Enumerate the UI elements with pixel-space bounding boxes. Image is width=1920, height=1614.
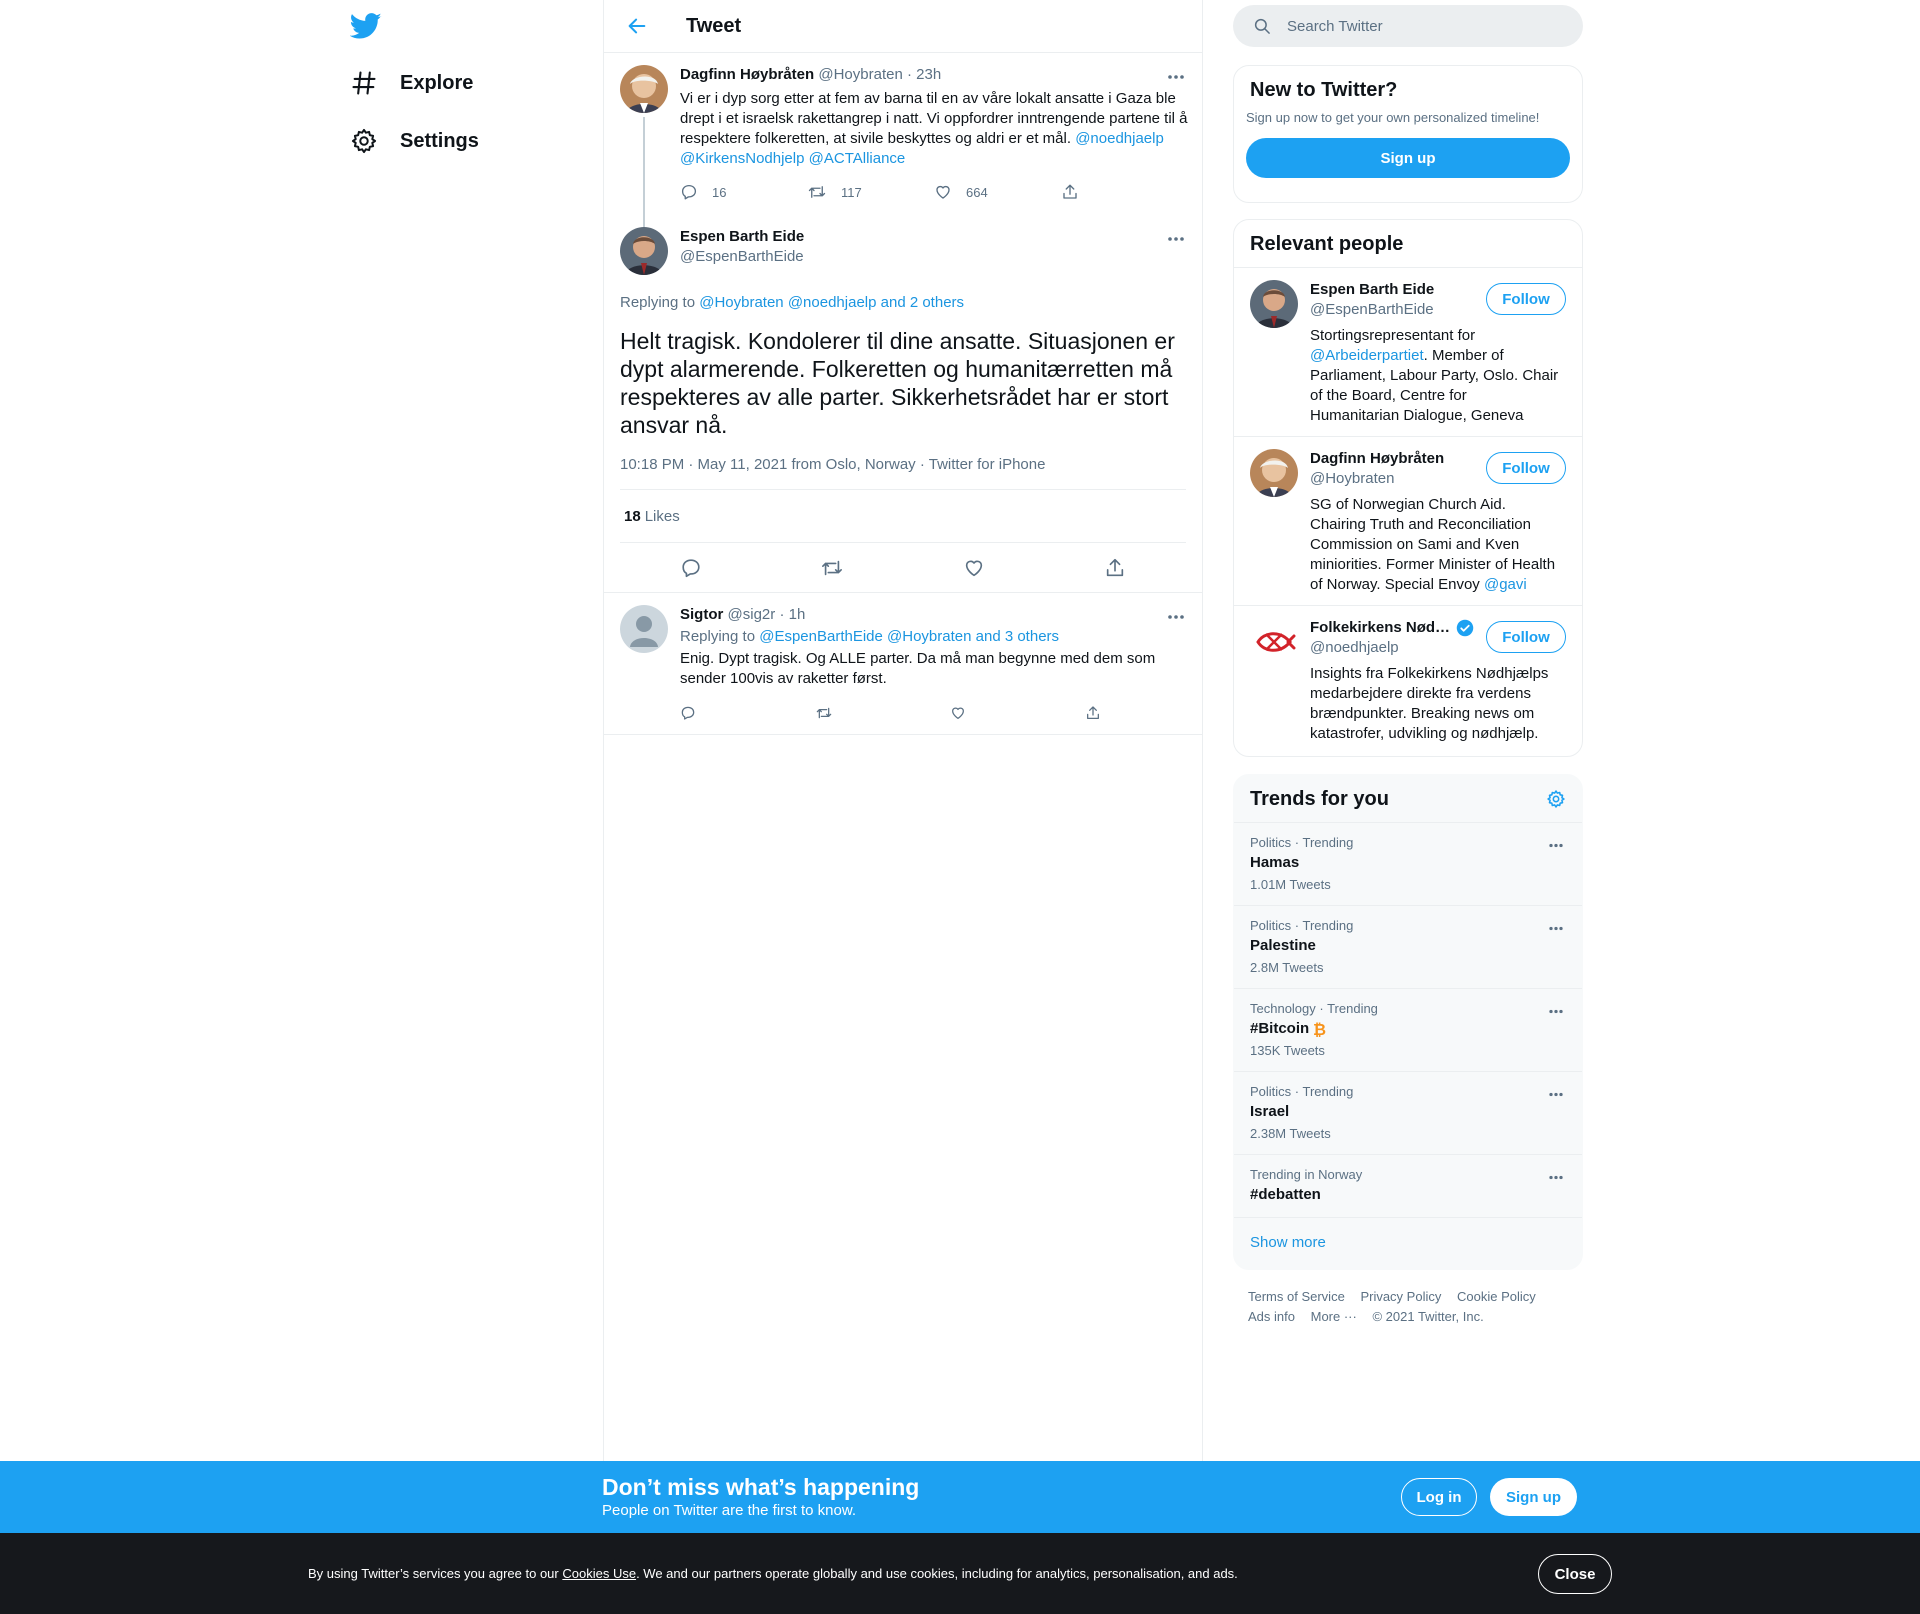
mention-link[interactable]: @ACTAlliance: [808, 150, 906, 167]
nav-settings[interactable]: [350, 116, 479, 166]
like-count: 664: [966, 184, 988, 200]
avatar-default[interactable]: [620, 605, 668, 653]
footer-link-more[interactable]: More ···: [1310, 1309, 1357, 1324]
reply-tweet-content: [680, 605, 1188, 721]
reply-icon: [680, 557, 702, 579]
page-title: Tweet: [686, 14, 742, 37]
author-name[interactable]: Sigtor: [680, 606, 724, 623]
avatar-noedhjaelp[interactable]: [1250, 618, 1298, 666]
trend-item[interactable]: [1234, 989, 1582, 1072]
card-title: Trends for you: [1250, 787, 1389, 810]
replying-to: [620, 293, 1186, 313]
follow-button[interactable]: Follow: [1486, 452, 1566, 484]
reply-tweet[interactable]: [604, 592, 1202, 735]
replying-more-link[interactable]: and 2 others: [880, 294, 965, 311]
trend-item[interactable]: [1234, 1072, 1582, 1155]
footer-link-privacy[interactable]: Privacy Policy: [1360, 1289, 1442, 1304]
like-button[interactable]: [934, 183, 1061, 201]
tweet-text: Helt tragisk. Kondolerer til dine ansatte. Situasjonen er dypt alarmerende. Folkeretten og humanitærretten må respekteres av alle parter. Sikkerhetsrådet har er stort ansvar nå.: [620, 328, 1175, 438]
retweet-icon: [807, 183, 827, 201]
retweet-icon: [815, 705, 833, 721]
trend-count: 2.38M Tweets: [1250, 1126, 1331, 1141]
share-icon: [1085, 705, 1101, 721]
replying-more-link[interactable]: and 3 others: [975, 628, 1060, 645]
person-handle[interactable]: @Hoybraten: [1310, 470, 1395, 487]
search-box[interactable]: [1233, 5, 1583, 47]
verified-badge-icon: [1456, 619, 1474, 637]
gear-icon: [1546, 789, 1566, 809]
footer-link-terms[interactable]: Terms of Service: [1248, 1289, 1345, 1304]
author-name[interactable]: Espen Barth Eide: [680, 228, 805, 245]
card-title: Relevant people: [1250, 233, 1404, 255]
reply-button[interactable]: [671, 548, 711, 588]
like-count: 18: [624, 507, 641, 525]
retweet-button[interactable]: [815, 705, 950, 721]
trend-count: 2.8M Tweets: [1250, 960, 1324, 975]
trend-name: Palestine: [1250, 937, 1316, 954]
trend-name: Israel: [1250, 1103, 1290, 1120]
more-icon: [1167, 614, 1185, 620]
hashtag-icon: [350, 69, 378, 97]
parent-tweet-content: [680, 65, 1188, 201]
cookies-use-link[interactable]: Cookies Use: [562, 1566, 637, 1581]
card-header: [1234, 220, 1582, 268]
avatar-espen[interactable]: [620, 227, 668, 275]
share-button[interactable]: [1095, 548, 1135, 588]
person-bio: [1310, 495, 1566, 595]
mention-link[interactable]: @Hoybraten: [887, 628, 972, 645]
trends-settings-button[interactable]: [1546, 789, 1566, 809]
share-button[interactable]: [1085, 705, 1185, 721]
person-bio: [1310, 326, 1566, 426]
mention-link[interactable]: @Hoybraten: [699, 294, 784, 311]
trend-more-button[interactable]: [1544, 1165, 1568, 1189]
person-name[interactable]: Espen Barth Eide: [1310, 281, 1435, 298]
person-item[interactable]: [1234, 437, 1582, 606]
author-name[interactable]: Dagfinn Høybråten: [680, 66, 815, 83]
nav-explore-label: Explore: [400, 71, 474, 94]
reply-icon: [680, 183, 698, 201]
arrow-left-icon: [626, 15, 648, 37]
tweet-time[interactable]: · 1h: [779, 606, 806, 623]
reply-count: 16: [712, 184, 727, 200]
person-handle[interactable]: @EspenBarthEide: [1310, 301, 1434, 318]
tweet-actions: [620, 543, 1186, 592]
cookie-text-pre: By using Twitter’s services you agree to our: [308, 1566, 563, 1581]
reply-button[interactable]: [680, 183, 807, 201]
person-item[interactable]: [1234, 268, 1582, 437]
trend-item[interactable]: [1234, 1155, 1582, 1218]
relevant-people-card: [1233, 219, 1583, 757]
retweet-button[interactable]: [812, 548, 852, 588]
signup-button[interactable]: Sign up: [1246, 138, 1570, 178]
person-name-text[interactable]: Folkekirkens Nød…: [1310, 619, 1451, 636]
like-button[interactable]: [954, 548, 994, 588]
person-handle[interactable]: @noedhjaelp: [1310, 639, 1399, 656]
author-handle[interactable]: @sig2r: [727, 606, 776, 623]
banner-title: Don’t miss what’s happening: [602, 1474, 920, 1500]
card-title: New to Twitter?: [1250, 79, 1398, 101]
trend-name-row: [1250, 1019, 1566, 1039]
tweet-author: [620, 221, 1186, 281]
trend-name: #Bitcoin: [1250, 1020, 1310, 1037]
trend-context: Politics · Trending: [1250, 835, 1354, 850]
tweet-text: Enig. Dypt tragisk. Og ALLE parter. Da må man begynne med dem som sender 100vis av raketter først.: [680, 650, 1156, 687]
footer-link-cookie[interactable]: Cookie Policy: [1456, 1289, 1536, 1304]
more-icon: [1548, 926, 1564, 931]
trend-name: Hamas: [1250, 854, 1300, 871]
tweet-text: [680, 89, 1188, 169]
trend-more-button[interactable]: [1544, 999, 1568, 1023]
focused-tweet: [604, 221, 1202, 592]
trend-context: Politics · Trending: [1250, 1084, 1354, 1099]
mention-link[interactable]: @KirkensNodhjelp: [680, 150, 805, 167]
copyright: © 2021 Twitter, Inc.: [1372, 1309, 1484, 1324]
nav-settings-label: Settings: [400, 129, 479, 152]
nav-explore[interactable]: [350, 58, 473, 108]
replying-prefix: Replying to: [680, 628, 756, 645]
avatar-hoybraten[interactable]: [1250, 449, 1298, 497]
more-options-button[interactable]: [1164, 65, 1188, 89]
trend-context: Trending in Norway: [1250, 1167, 1363, 1182]
trend-context: Technology · Trending: [1250, 1001, 1378, 1016]
bio-text: Stortingsrepresentant for: [1310, 327, 1476, 344]
svg-text:₿: ₿: [1313, 1020, 1327, 1038]
tweet-body: Vi er i dyp sorg etter at fem av barna til en av våre lokalt ansatte i Gaza ble drept i et israelsk rakettangrep i natt. Vi oppfordrer inntrengende partene til å respektere folkeretten, at sivile beskyttes og aldri er et mål.: [680, 90, 1188, 147]
tweet-time[interactable]: · 23h: [906, 66, 942, 83]
bio-mention-link[interactable]: @Arbeiderpartiet: [1310, 347, 1424, 364]
cookie-banner: [0, 1533, 1920, 1614]
tweet-actions: [680, 705, 1188, 721]
trend-name: #debatten: [1250, 1186, 1321, 1203]
cookie-text: [308, 1565, 1238, 1583]
signup-button[interactable]: Sign up: [1490, 1478, 1577, 1516]
retweet-button[interactable]: [807, 183, 934, 201]
main-header: [604, 0, 1202, 53]
more-icon: [1548, 1092, 1564, 1097]
trend-more-button[interactable]: [1544, 1082, 1568, 1106]
trend-count: 1.01M Tweets: [1250, 877, 1331, 892]
cookie-text-post: . We and our partners operate globally and use cookies, including for analytics, personalisation, and ads.: [636, 1566, 1238, 1581]
new-to-twitter-card: [1233, 65, 1583, 203]
search-input[interactable]: [1287, 18, 1547, 35]
banner-subtitle: People on Twitter are the first to know.: [602, 1502, 857, 1519]
trend-more-button[interactable]: [1544, 833, 1568, 857]
replying-to: [680, 627, 1188, 647]
trend-more-button[interactable]: [1544, 916, 1568, 940]
tweet-actions: [680, 183, 1188, 201]
trend-item[interactable]: [1234, 823, 1582, 906]
more-icon: [1548, 843, 1564, 848]
signup-banner: [0, 1461, 1920, 1533]
more-icon: [1548, 1009, 1564, 1014]
author-handle[interactable]: @EspenBarthEide: [680, 248, 804, 265]
card-subtitle: Sign up now to get your own personalized timeline!: [1246, 110, 1540, 125]
heart-icon: [934, 183, 952, 201]
twitter-bird-icon[interactable]: [350, 10, 382, 42]
replying-prefix: Replying to: [620, 294, 696, 311]
likes-row[interactable]: [620, 490, 1186, 543]
tweet-header: [680, 605, 1188, 625]
more-icon: [1548, 1175, 1564, 1180]
like-button[interactable]: [950, 705, 1085, 721]
person-bio: Insights fra Folkekirkens Nødhjælps medarbejdere direkte fra verdens brændpunkter. Breaking news om katastrofer, udvikling og nødhjælp.: [1310, 665, 1549, 742]
author-handle[interactable]: @Hoybraten: [818, 66, 903, 83]
more-options-button[interactable]: [1164, 227, 1188, 251]
card-header: [1234, 775, 1582, 823]
follow-button[interactable]: Follow: [1486, 621, 1566, 653]
gear-icon: [350, 127, 378, 155]
heart-icon: [950, 705, 966, 721]
bitcoin-icon: [1312, 1020, 1328, 1038]
reply-button[interactable]: [680, 705, 815, 721]
search-icon: [1253, 17, 1271, 35]
show-more-link[interactable]: Show more: [1250, 1234, 1326, 1251]
banner-text: [602, 1473, 919, 1521]
like-label: Likes: [644, 507, 680, 525]
cookie-close-button[interactable]: Close: [1538, 1554, 1612, 1594]
more-icon: [1167, 236, 1185, 242]
more-options-button[interactable]: [1164, 605, 1188, 629]
back-button[interactable]: [620, 9, 654, 43]
heart-icon: [963, 557, 985, 579]
tweet-metadata[interactable]: 10:18 PM · May 11, 2021 from Oslo, Norway · Twitter for iPhone: [620, 455, 1186, 490]
more-icon: [1167, 74, 1185, 80]
share-icon: [1104, 557, 1126, 579]
footer-links: [1248, 1287, 1578, 1327]
trend-item[interactable]: [1234, 906, 1582, 989]
person-name[interactable]: Dagfinn Høybråten: [1310, 450, 1445, 467]
person-item[interactable]: [1234, 606, 1582, 756]
reply-icon: [680, 705, 696, 721]
main-column: [603, 0, 1203, 1614]
login-button[interactable]: Log in: [1401, 1478, 1477, 1516]
share-icon: [1061, 183, 1079, 201]
share-button[interactable]: [1061, 183, 1188, 201]
trends-card: [1233, 774, 1583, 1270]
footer-link-ads[interactable]: Ads info: [1248, 1309, 1295, 1324]
bio-text: SG of Norwegian Church Aid. Chairing Truth and Reconciliation Commission on Sami and Kven miniorities. Former Minister of Health of Norway. Special Envoy: [1310, 496, 1556, 593]
avatar-espen[interactable]: [1250, 280, 1298, 328]
parent-tweet[interactable]: [604, 53, 1202, 221]
retweet-icon: [820, 557, 844, 579]
tweet-header: [680, 65, 1188, 85]
bio-text: . Member of Parliament, Labour Party, Oslo. Chair of the Board, Centre for Humanitarian Dialogue, Geneva: [1310, 347, 1559, 424]
trend-count: 135K Tweets: [1250, 1043, 1325, 1058]
trend-context: Politics · Trending: [1250, 918, 1354, 933]
retweet-count: 117: [841, 184, 862, 200]
mention-link[interactable]: @noedhjaelp: [787, 294, 877, 311]
mention-link[interactable]: @noedhjaelp: [1075, 130, 1164, 147]
avatar-hoybraten[interactable]: [620, 65, 668, 113]
mention-link[interactable]: @EspenBarthEide: [759, 628, 883, 645]
follow-button[interactable]: Follow: [1486, 283, 1566, 315]
bio-mention-link[interactable]: @gavi: [1483, 576, 1527, 593]
